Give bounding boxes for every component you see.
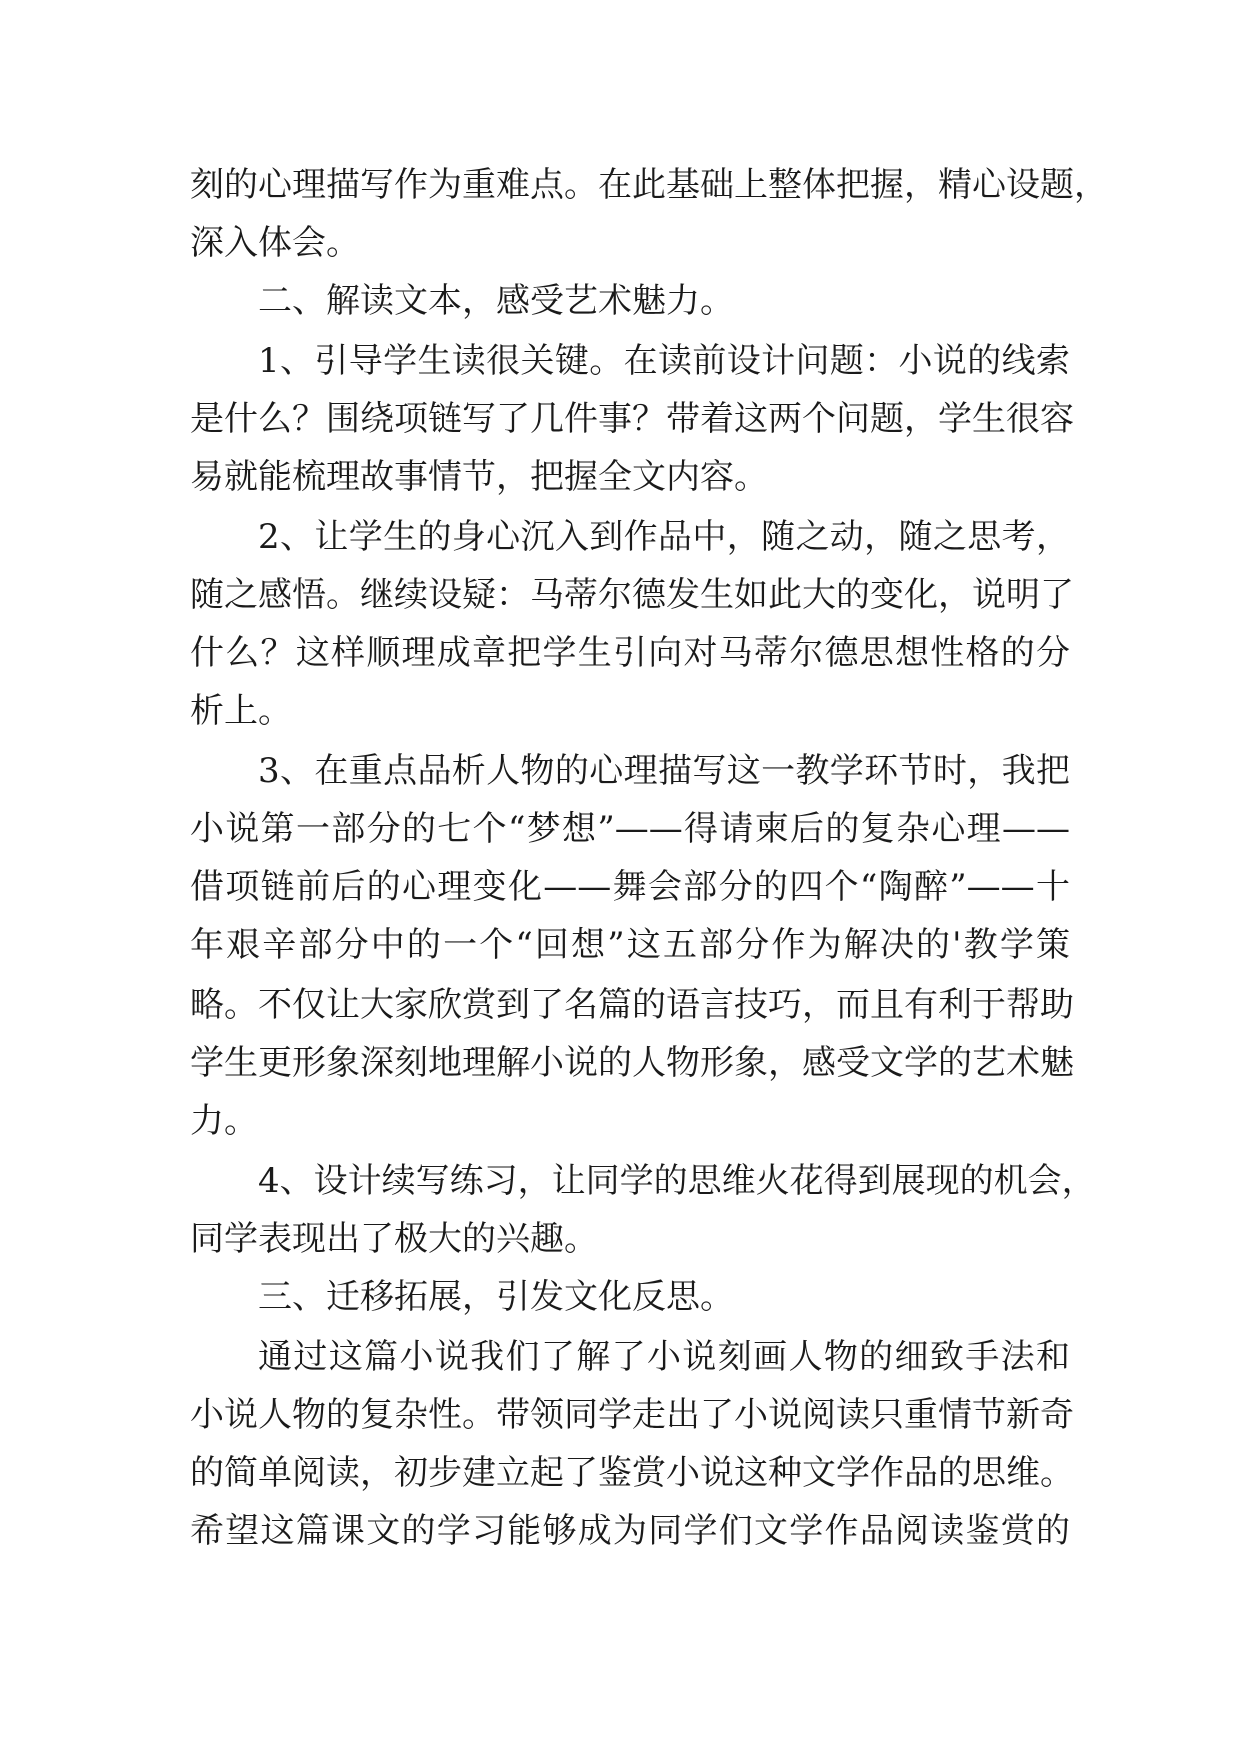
text-line: 小说人物的复杂性。带领同学走出了小说阅读只重情节新奇 (190, 1395, 1074, 1435)
text-line: 力。 (190, 1101, 258, 1141)
text-line: 深入体会。 (190, 223, 360, 263)
text-line: 1、引导学生读很关键。在读前设计问题：小说的线索 (258, 341, 1070, 381)
text-line: 是什么？围绕项链写了几件事？带着这两个问题，学生很容 (190, 399, 1074, 439)
text-line: 随之感悟。继续设疑：马蒂尔德发生如此大的变化，说明了 (190, 575, 1074, 615)
text-line: 小说第一部分的七个“梦想”——得请柬后的复杂心理—— (190, 809, 1070, 849)
text-line: 易就能梳理故事情节，把握全文内容。 (190, 457, 768, 497)
text-line: 刻的心理描写作为重难点。在此基础上整体把握，精心设题， (190, 165, 1108, 205)
text-line: 4、设计续写练习，让同学的思维火花得到展现的机会， (258, 1161, 1096, 1201)
text-line: 的简单阅读，初步建立起了鉴赏小说这种文学作品的思维。 (190, 1453, 1074, 1493)
text-line: 通过这篇小说我们了解了小说刻画人物的细致手法和 (258, 1337, 1070, 1377)
section-heading: 二、解读文本，感受艺术魅力。 (258, 281, 734, 321)
section-heading: 三、迁移拓展，引发文化反思。 (258, 1277, 734, 1317)
text-line: 年艰辛部分中的一个“回想”这五部分作为解决的'教学策 (190, 925, 1070, 965)
text-line: 略。不仅让大家欣赏到了名篇的语言技巧，而且有利于帮助 (190, 985, 1074, 1025)
text-line: 希望这篇课文的学习能够成为同学们文学作品阅读鉴赏的 (190, 1511, 1070, 1551)
text-line: 学生更形象深刻地理解小说的人物形象，感受文学的艺术魅 (190, 1043, 1074, 1083)
text-line: 3、在重点品析人物的心理描写这一教学环节时，我把 (258, 751, 1070, 791)
text-line: 析上。 (190, 691, 292, 731)
text-line: 同学表现出了极大的兴趣。 (190, 1219, 598, 1259)
text-line: 什么？这样顺理成章把学生引向对马蒂尔德思想性格的分 (190, 633, 1070, 673)
text-line: 2、让学生的身心沉入到作品中，随之动，随之思考， (258, 517, 1070, 557)
text-line: 借项链前后的心理变化——舞会部分的四个“陶醉”——十 (190, 867, 1070, 907)
